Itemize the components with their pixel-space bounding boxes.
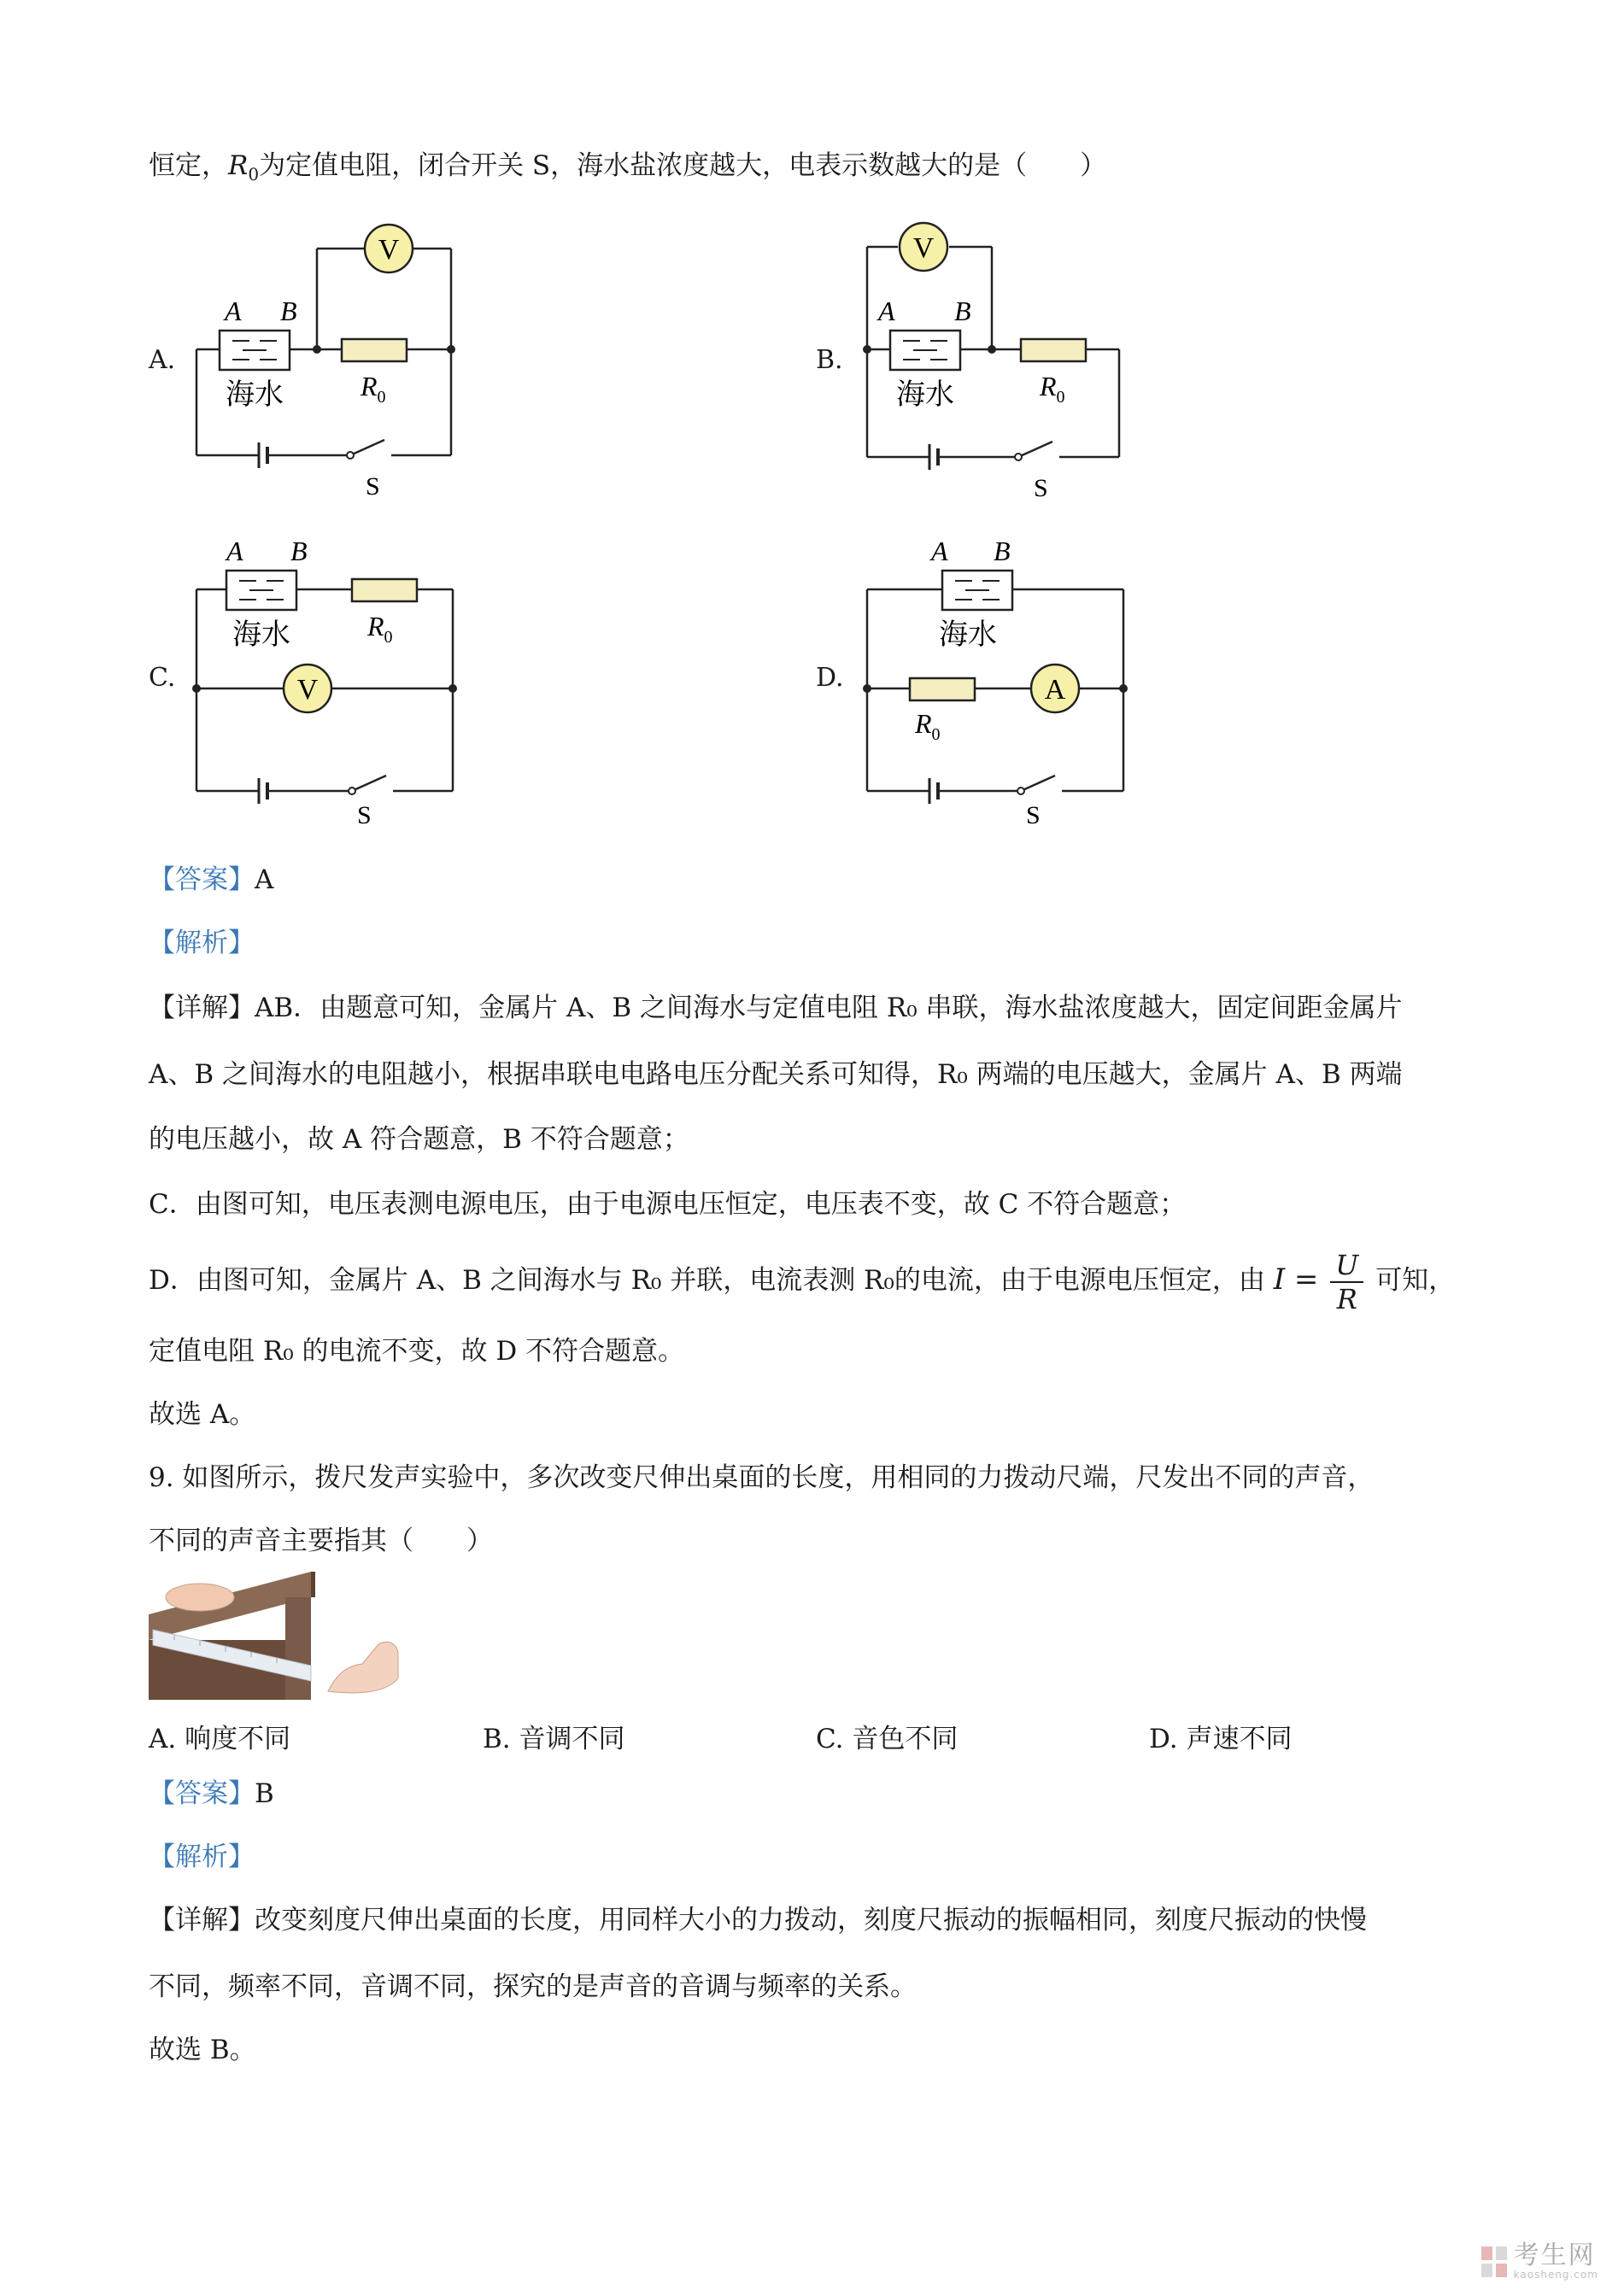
ruler-experiment-illustration — [149, 1572, 405, 1700]
junction-dot — [449, 684, 457, 693]
voltmeter-label: V — [912, 232, 935, 264]
seawater-label: 海水 — [232, 619, 290, 651]
resistor-r0 — [910, 678, 975, 700]
watermark-text-block — [1513, 2240, 1598, 2281]
junction-dot — [447, 345, 455, 354]
voltmeter-label: V — [378, 234, 400, 266]
r0-sub: 0 — [377, 388, 386, 407]
analysis-9-label: 【解析】 — [149, 1842, 255, 1872]
explanation-9-line-1 — [149, 1901, 1367, 1939]
plate-b-label: B — [994, 536, 1011, 566]
answer-8 — [149, 861, 273, 899]
watermark-brand: 考生网 — [1513, 2240, 1596, 2270]
q9-option-c: C. 音色不同 — [816, 1724, 959, 1754]
formula-numerator: U — [1330, 1249, 1363, 1283]
option-a-label: A. — [149, 345, 176, 375]
explanation-9-line-2: 不同，频率不同，音调不同，探究的是声音的音调与频率的关系。 — [149, 1971, 917, 2002]
resistor-r0 — [352, 579, 417, 601]
switch-label: S — [1026, 801, 1041, 829]
switch-label: S — [357, 801, 372, 829]
watermark-sub: kaosheng.com — [1513, 2269, 1598, 2281]
circuit-d — [841, 521, 1149, 829]
junction-dot — [313, 345, 321, 354]
left-hand — [166, 1584, 234, 1611]
plate-b-label: B — [290, 536, 308, 566]
exp8-l5b: 可知， — [1375, 1265, 1456, 1296]
q8-intro-sub: 0 — [248, 164, 260, 185]
answer-8-label: 【答案】 — [149, 864, 255, 895]
seawater-label: 海水 — [939, 619, 997, 651]
exp8-l1: AB．由题意可知，金属片 A、B 之间海水与定值电阻 R₀ 串联，海水盐浓度越大，固定间距金属片 — [255, 993, 1403, 1023]
option-b-label: B. — [816, 345, 843, 375]
answer-9 — [149, 1775, 274, 1813]
q9-line-2: 不同的声音主要指其（ ） — [149, 1526, 493, 1556]
explanation-8-line-2: A、B 之间海水的电阻越小，根据串联电电路电压分配关系可知得，R₀ 两端的电压越大，金属片 A、B 两端 — [149, 1059, 1403, 1090]
q9-option-d: D. 声速不同 — [1149, 1724, 1293, 1754]
answer-9-label: 【答案】 — [149, 1778, 255, 1809]
plate-a-label: A — [226, 536, 243, 566]
q8-intro-a: 恒定， — [149, 150, 228, 181]
r0-r: R — [915, 708, 932, 739]
q8-intro-r: R — [228, 150, 249, 181]
junction-dot — [988, 345, 996, 354]
circuit-c — [171, 521, 478, 829]
resistor-r0 — [1021, 339, 1086, 361]
explanation-8-line-1 — [149, 989, 1403, 1027]
exp8-l5a: D．由图可知，金属片 A、B 之间海水与 R₀ 并联，电流表测 R₀的电流，由于电源电压恒定，由 — [149, 1265, 1265, 1296]
switch-label: S — [366, 472, 380, 501]
junction-dot — [1119, 684, 1128, 693]
r0-r: R — [367, 611, 384, 641]
plate-a-label: A — [878, 296, 895, 326]
plate-a-label: A — [225, 296, 242, 326]
switch-label: S — [1034, 474, 1048, 502]
r0-label — [914, 708, 941, 744]
formula-denominator: R — [1336, 1282, 1357, 1315]
explanation-8-line-7: 故选 A。 — [149, 1399, 256, 1430]
option-c-label: C. — [149, 663, 176, 693]
plate-b-label: B — [280, 296, 297, 326]
watermark — [1480, 2240, 1598, 2281]
switch-pivot — [1015, 454, 1022, 460]
circuit-a — [171, 218, 478, 508]
ammeter-label: A — [1044, 674, 1066, 706]
analysis-8-label: 【解析】 — [149, 928, 255, 958]
switch-pivot — [349, 788, 355, 794]
q8-intro-b: 为定值电阻，闭合开关 S，海水盐浓度越大，电表示数越大的是（ ） — [259, 150, 1107, 181]
watermark-logo-icon — [1480, 2245, 1509, 2279]
answer-8-value: A — [255, 864, 274, 895]
table-leg — [285, 1597, 311, 1700]
explanation-9-line-3: 故选 B。 — [149, 2035, 256, 2065]
seawater-label: 海水 — [226, 379, 284, 411]
junction-dot — [863, 345, 871, 354]
r0-label — [360, 371, 386, 407]
r0-r: R — [361, 371, 378, 401]
q9-line-1: 9. 如图所示，拨尺发声实验中，多次改变尺伸出桌面的长度，用相同的力拨动尺端，尺发出不同的声音， — [149, 1462, 1375, 1493]
plate-a-label: A — [931, 536, 948, 566]
exp9-l1: 改变刻度尺伸出桌面的长度，用同样大小的力拨动，刻度尺振动的振幅相同，刻度尺振动的快慢 — [255, 1905, 1367, 1936]
detail-8-label: 【详解】 — [149, 993, 255, 1023]
r0-r: R — [1040, 371, 1057, 401]
q9-option-a: A. 响度不同 — [149, 1724, 291, 1754]
switch-pivot — [1017, 788, 1024, 794]
q9-option-b: B. 音调不同 — [483, 1724, 625, 1754]
junction-dot — [863, 684, 871, 693]
option-d-label: D. — [816, 663, 844, 693]
explanation-8-line-6: 定值电阻 R₀ 的电流不变，故 D 不符合题意。 — [149, 1336, 685, 1367]
voltmeter-label: V — [296, 674, 319, 706]
answer-9-value: B — [255, 1778, 274, 1809]
switch-pivot — [347, 452, 354, 459]
r0-label — [366, 611, 393, 647]
detail-9-label: 【详解】 — [149, 1905, 255, 1936]
junction-dot — [192, 684, 201, 693]
explanation-8-line-5 — [149, 1245, 1455, 1315]
r0-label — [1039, 371, 1065, 407]
r0-sub: 0 — [384, 628, 393, 647]
resistor-r0 — [342, 339, 407, 361]
q8-intro — [149, 147, 1106, 193]
seawater-label: 海水 — [896, 379, 954, 411]
explanation-8-line-4: C．由图可知，电压表测电源电压，由于电源电压恒定，电压表不变，故 C 不符合题意； — [149, 1189, 1187, 1220]
explanation-8-line-3: 的电压越小，故 A 符合题意，B 不符合题意； — [149, 1124, 689, 1155]
plate-b-label: B — [954, 296, 971, 326]
circuit-b — [841, 218, 1149, 508]
r0-sub: 0 — [931, 725, 941, 744]
formula-lhs: I = — [1273, 1262, 1319, 1297]
formula-fraction — [1330, 1249, 1363, 1315]
r0-sub: 0 — [1056, 388, 1065, 407]
